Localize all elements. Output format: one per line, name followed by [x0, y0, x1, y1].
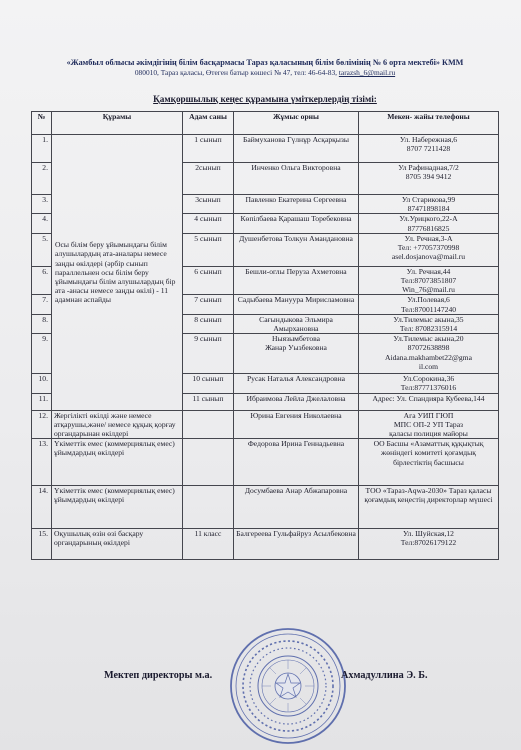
table-header-row — [32, 112, 499, 135]
row-number: 7. — [32, 295, 52, 314]
group-cell: Үкіметтік емес (коммерциялық емес) ұйымдардың өкілдері — [52, 486, 183, 529]
table-row — [32, 410, 499, 439]
job-cell: Досумбаева Анар Абжапаровна — [234, 486, 359, 529]
header-job: Жұмыс орны — [234, 112, 359, 135]
group-cell: Оқушылық өзін өзі басқару органдарының өкілдері — [52, 529, 183, 560]
job-cell: Сағындыкова Эльмира Амырхановна — [234, 314, 359, 333]
row-number: 13. — [32, 439, 52, 486]
parents-group-cell: Осы білім беру ұйымындағы білім алушылардың ата-аналары немесе заңды өкілдері (әрбір сынып параллельнен осы білім беру ұйымындағы білім алушылардың бір ата -анасы немесе заңды өкілі) - 11 адамнан аспайды — [52, 135, 183, 411]
count-cell: 3сынып — [183, 195, 234, 214]
job-cell: Павленко Екатерина Сергеевна — [234, 195, 359, 214]
count-cell — [183, 410, 234, 439]
job-cell: Баймуханова Гүлнұр Асқарқызы — [234, 135, 359, 163]
job-cell: Балгереева Гульфайруз Асылбековна — [234, 529, 359, 560]
address-cell: Ул.Тилемыс акына,20 87072638898 Aidana.makhambet22@gma il.com — [359, 334, 499, 374]
address-cell: ТОО «Тараз-Aqwa-2030» Тараз қаласы қоғамдық кеңестің директорлар мүшесі — [359, 486, 499, 529]
group-cell: Үкіметтік емес (коммерциялық емес) ұйымдардың өкілдері — [52, 439, 183, 486]
job-cell: Бешли-оглы Перуза Ахметовна — [234, 266, 359, 295]
address-cell: Ул. Речная,3-А Тел: +77057370998 asel.dosjanova@mail.ru — [359, 233, 499, 266]
row-number: 2. — [32, 163, 52, 195]
row-number: 15. — [32, 529, 52, 560]
document-header — [40, 57, 490, 78]
row-number: 5. — [32, 233, 52, 266]
address-cell: Ул.Тилемыс акына,35 Тел: 87082315914 — [359, 314, 499, 333]
count-cell: 11 сынып — [183, 393, 234, 410]
row-number: 6. — [32, 266, 52, 295]
address-cell: Ул.Полевая,6 Тел:87001147240 — [359, 295, 499, 314]
job-cell: Ныязымбетова Жанар Уызбековна — [234, 334, 359, 374]
row-number: 10. — [32, 374, 52, 393]
table-row — [32, 486, 499, 529]
count-cell: 5 сынып — [183, 233, 234, 266]
address-cell: Ул.Сорокина,36 Тел:87771376016 — [359, 374, 499, 393]
row-number: 1. — [32, 135, 52, 163]
count-cell: 6 сынып — [183, 266, 234, 295]
count-cell: 1 сынып — [183, 135, 234, 163]
address-cell: Ул. Набережная,6 8707 7211428 — [359, 135, 499, 163]
list-title: Қамқоршылық кеңес құрамына үміткерлердің тізімі: — [153, 94, 377, 104]
address-cell: Ул Рафинадная,7/2 8705 394 9412 — [359, 163, 499, 195]
job-cell: Душенбетова Толкун Амандановна — [234, 233, 359, 266]
job-cell: Көпілбаева Қарашаш Торебековна — [234, 214, 359, 233]
table-row — [32, 135, 499, 163]
address-cell: ОО Басшы «Азаматтық құқықтық жөніндегі комитеті қоғамдық бірлестіктің басшысы — [359, 439, 499, 486]
header-address: Мекен- жайы телефоны — [359, 112, 499, 135]
address-cell: Ул Старикова,99 87471898184 — [359, 195, 499, 214]
count-cell — [183, 486, 234, 529]
row-number: 12. — [32, 410, 52, 439]
job-cell: Инченко Ольга Викторовна — [234, 163, 359, 195]
count-cell: 9 сынып — [183, 334, 234, 374]
count-cell: 10 сынып — [183, 374, 234, 393]
header-group: Құрамы — [52, 112, 183, 135]
row-number: 9. — [32, 334, 52, 374]
count-cell: 7 сынып — [183, 295, 234, 314]
address-cell: Ага УИП ГЮП МПС ОП-2 УП Тараз қаласы полиция майоры — [359, 410, 499, 439]
count-cell: 4 сынып — [183, 214, 234, 233]
table-body — [32, 135, 499, 560]
row-number: 4. — [32, 214, 52, 233]
row-number: 3. — [32, 195, 52, 214]
address-cell: Ул. Речная,44 Тел:87073851807 Win_76@mail.ru — [359, 266, 499, 295]
job-cell: Русак Наталья Александровна — [234, 374, 359, 393]
header-num: № — [32, 112, 52, 135]
address-cell: Ул.Урицкого,22-А 87776816825 — [359, 214, 499, 233]
row-number: 11. — [32, 393, 52, 410]
organization-title: «Жамбыл облысы әкімдігінің білім басқармасы Тараз қаласының білім бөлімінің № 6 орта мектебі» КММ — [66, 58, 464, 67]
header-count: Адам саны — [183, 112, 234, 135]
count-cell: 8 сынып — [183, 314, 234, 333]
job-cell: Юрина Евгения Николаевна — [234, 410, 359, 439]
job-cell: Ибраимова Лейла Джелаловна — [234, 393, 359, 410]
address-cell: Ул. Шуйская,12 Тел:87026179122 — [359, 529, 499, 560]
row-number: 8. — [32, 314, 52, 333]
table-row — [32, 529, 499, 560]
round-seal-icon — [228, 626, 348, 746]
job-cell: Садыбаева Мануура Мирисламовна — [234, 295, 359, 314]
group-cell: Жергілікті өкілді және немесе атқарушы,және/ немесе құқық қорғау органдарынан өкілдері — [52, 410, 183, 439]
director-name: Ахмадуллина Э. Б. — [341, 670, 428, 681]
organization-address — [40, 68, 490, 78]
table-row — [32, 439, 499, 486]
address-cell: Адрес: Ул. Спандияра Кубеева,144 — [359, 393, 499, 410]
candidates-table — [31, 111, 499, 560]
count-cell — [183, 439, 234, 486]
address-text: 080010, Тараз қаласы, Өтеген батыр көшесі № 47, тел: 46-64-83, — [134, 68, 339, 77]
email-link[interactable]: tarazsh_6@mail.ru — [338, 68, 396, 77]
row-number: 14. — [32, 486, 52, 529]
count-cell: 2сынып — [183, 163, 234, 195]
job-cell: Федорова Ирина Геннадьевна — [234, 439, 359, 486]
count-cell: 11 класс — [183, 529, 234, 560]
signatory-title: Мектеп директоры м.а. — [104, 670, 213, 681]
